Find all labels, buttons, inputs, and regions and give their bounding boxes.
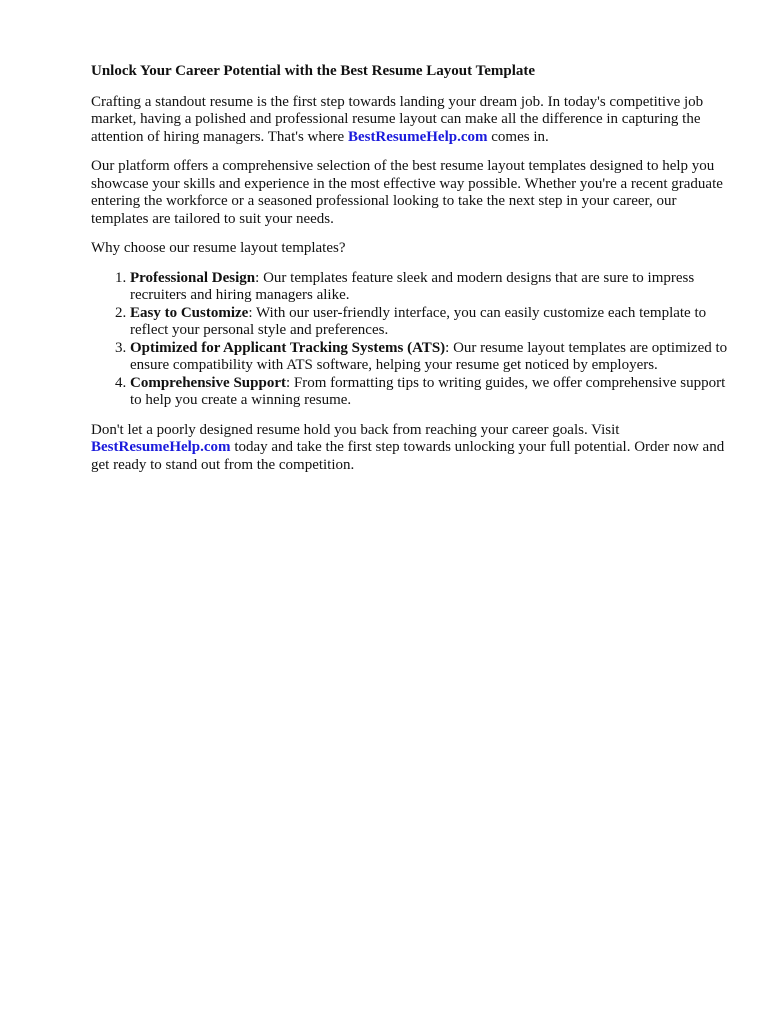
reason-text: : Our resume layout templates are optimized to ensure compatibility with ATS software, helping your resume get noticed by employers. (130, 339, 728, 373)
reason-term: Professional Design (130, 269, 256, 286)
intro-paragraph (91, 94, 731, 147)
closing-site-link[interactable]: BestResumeHelp.com (91, 439, 231, 455)
closing-text-before: Don't let a poorly designed resume hold you back from reaching your career goals. Visit (91, 421, 620, 438)
reason-term: Optimized for Applicant Tracking Systems (ATS) (130, 339, 446, 356)
document-title: Unlock Your Career Potential with the Best Resume Layout Template (91, 63, 536, 79)
intro-site-link[interactable]: BestResumeHelp.com (347, 128, 488, 145)
reason-term: Comprehensive Support (130, 374, 286, 391)
reasons-list (91, 270, 731, 410)
reason-text: : From formatting tips to writing guides, we offer comprehensive support to help you create a winning resume. (130, 374, 726, 408)
intro-text-before: Crafting a standout resume is the first step towards landing your dream job. In today's competitive job market, having a polished and professional resume layout can make all the difference in capturing the attention of hiring managers. That's where (91, 93, 704, 145)
closing-paragraph (91, 422, 731, 475)
intro-text-after: comes in. (487, 128, 549, 145)
list-item (130, 305, 731, 340)
reason-text: : With our user-friendly interface, you can easily customize each template to reflect your personal style and preferences. (130, 304, 707, 338)
list-item (130, 270, 731, 305)
list-item (130, 375, 731, 410)
reason-term: Easy to Customize (130, 304, 249, 321)
closing-text-after: today and take the first step towards unlocking your full potential. Order now and get ready to stand out from the competition. (91, 439, 725, 473)
reason-text: : Our templates feature sleek and modern designs that are sure to impress recruiters and hiring managers alike. (130, 269, 695, 303)
platform-paragraph: Our platform offers a comprehensive selection of the best resume layout templates designed to help you showcase your skills and experience in the most effective way possible. Whether you're a recent graduate entering the workforce or a seasoned professional looking to take the next step in your career, our templates are tailored to suit your needs. (91, 158, 723, 227)
why-question: Why choose our resume layout templates? (91, 240, 346, 256)
document-page (91, 63, 731, 486)
list-item (130, 340, 731, 375)
